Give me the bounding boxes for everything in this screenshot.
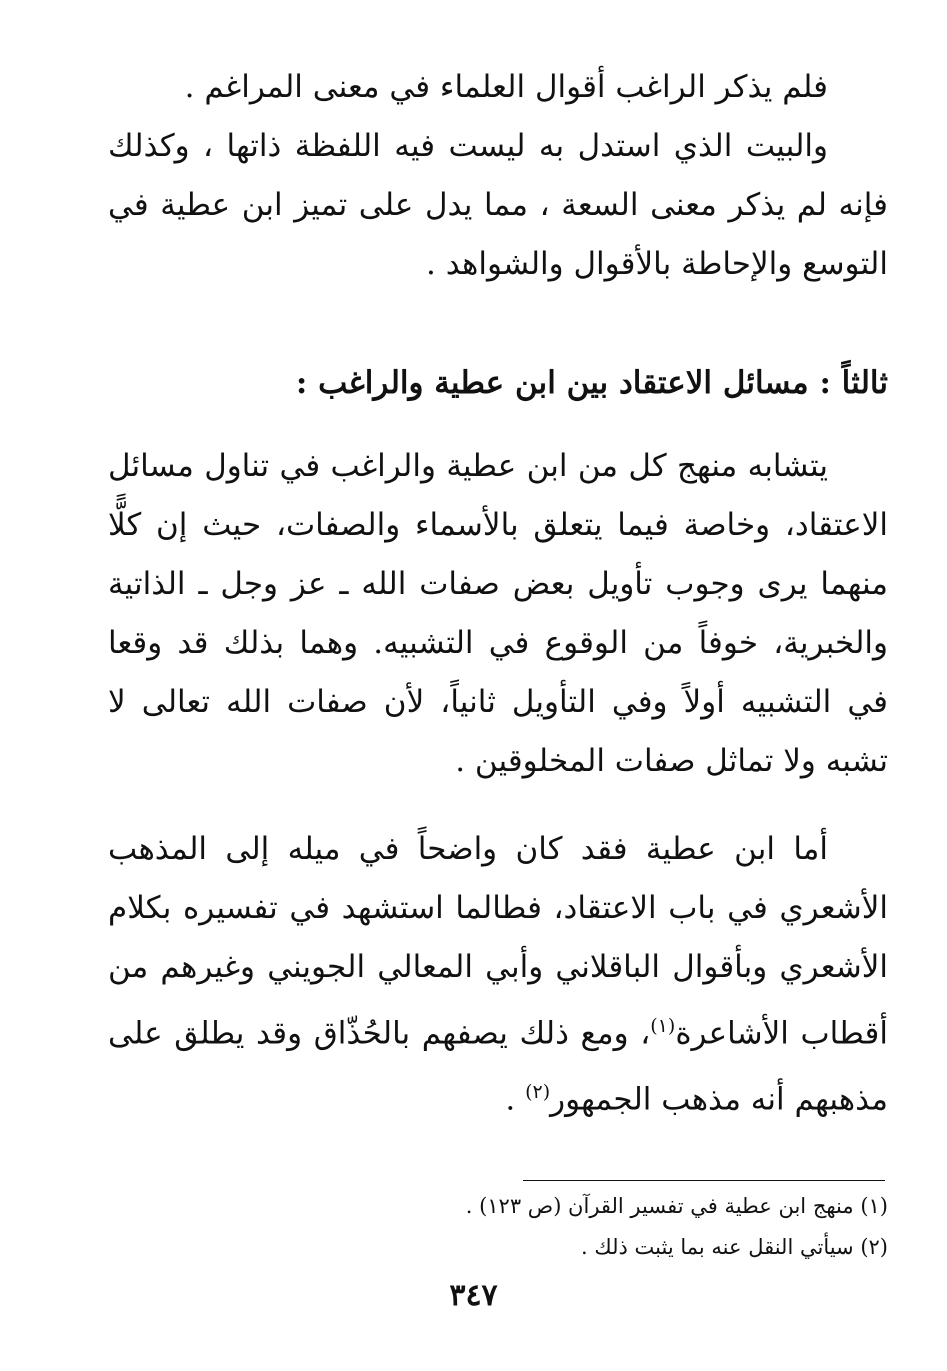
paragraph-4-part-b: ، ومع ذلك يصفهم بالحُذّاق وقد يطلق على مذهبهم أنه مذهب الجمهور — [108, 1015, 888, 1118]
footnotes — [108, 1186, 888, 1268]
paragraph-4 — [108, 820, 888, 1130]
footnote-divider — [523, 1180, 885, 1181]
paragraph-2: والبيت الذي استدل به ليست فيه اللفظة ذاتها ، وكذلك فإنه لم يذكر معنى السعة ، مما يدل على تميز ابن عطية في التوسع والإحاطة بالأقوال والشواهد . — [108, 128, 888, 282]
footnote-1: (١) منهج ابن عطية في تفسير القرآن (ص ١٢٣) . — [465, 1194, 888, 1218]
footnote-2: (٢) سيأتي النقل عنه بما يثبت ذلك . — [581, 1235, 888, 1259]
text-block-top — [108, 58, 888, 294]
paragraph-1: فلم يذكر الراغب أقوال العلماء في معنى المراغم . — [184, 69, 828, 105]
footnote-marker-1: (١) — [650, 1015, 676, 1037]
paragraph-4-part-a: أما ابن عطية فقد كان واضحاً في ميله إلى المذهب الأشعري في باب الاعتقاد، فطالما استشهد في تفسيره بكلام الأشعري وبأقوال الباقلاني وأبي المعالي الجويني وغيرهم من أقطاب الأشاعرة — [108, 831, 888, 1052]
paragraph-4-part-c: . — [505, 1081, 526, 1118]
page-number: ٣٤٧ — [449, 1278, 498, 1313]
footnote-marker-2: (٢) — [525, 1081, 551, 1104]
section-heading: ثالثاً : مسائل الاعتقاد بين ابن عطية والراغب : — [295, 365, 888, 401]
paragraph-3-block — [108, 437, 888, 791]
paragraph-4-block — [108, 820, 888, 1130]
paragraph-3: يتشابه منهج كل من ابن عطية والراغب في تناول مسائل الاعتقاد، وخاصة فيما يتعلق بالأسماء والصفات، حيث إن كلًّا منهما يرى وجوب تأويل بعض صفات الله ـ عز وجل ـ الذاتية والخبرية، خوفاً من الوقوع في التشبيه. وهما بذلك قد وقعا في التشبيه أولاً وفي التأويل ثانياً، لأن صفات الله تعالى لا تشبه ولا تماثل صفات المخلوقين . — [108, 448, 888, 779]
